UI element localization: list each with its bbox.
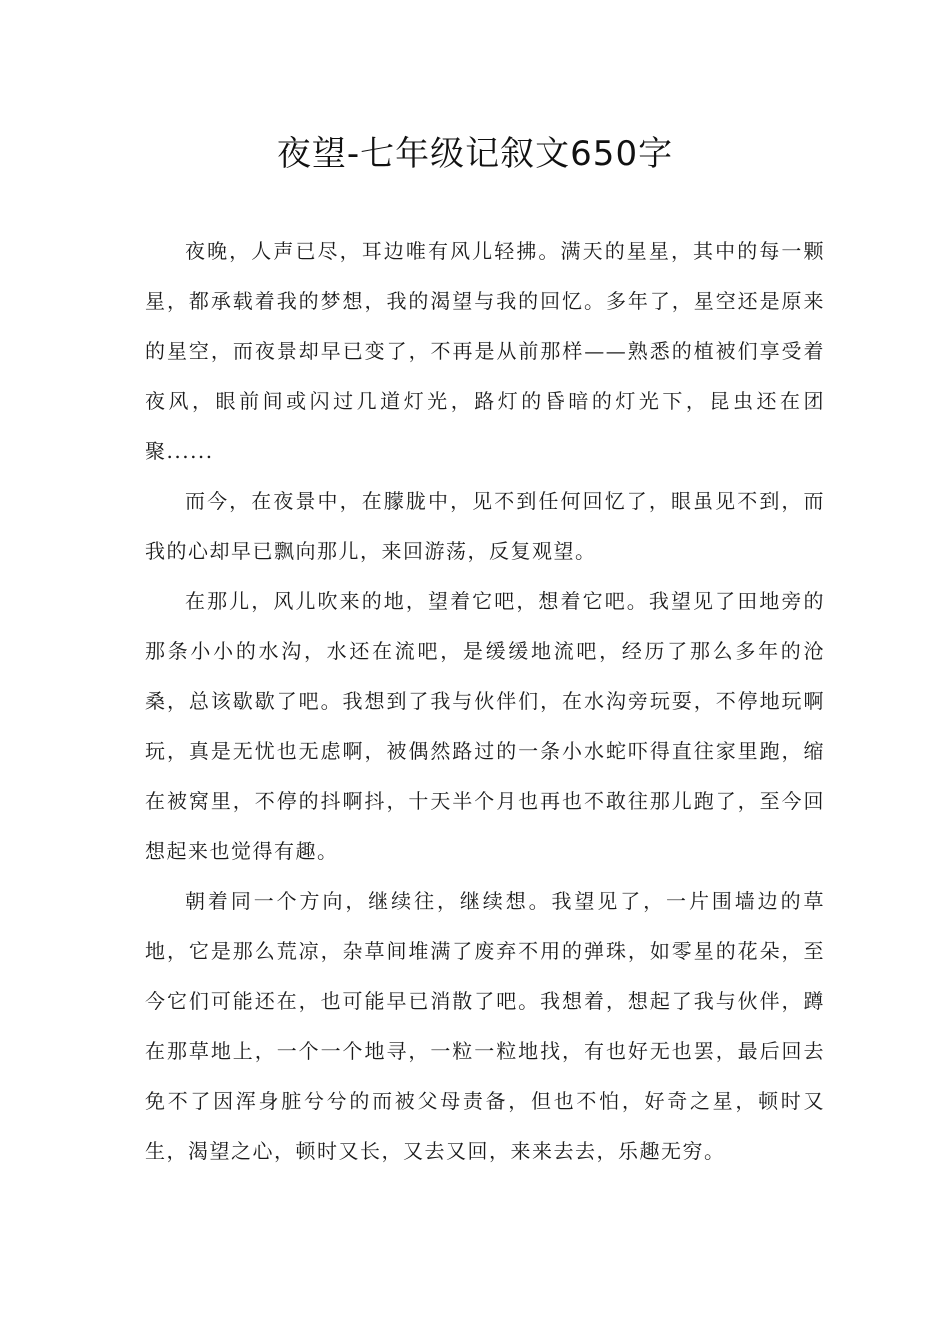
- paragraph-4: 朝着同一个方向，继续往，继续想。我望见了，一片围墙边的草地，它是那么荒凉，杂草间堆满了废弃不用的弹珠，如零星的花朵，至今它们可能还在，也可能早已消散了吧。我想着，想起了我与伙伴，蹲在那草地上，一个一个地寻，一粒一粒地找，有也好无也罢，最后回去免不了因浑身脏兮兮的而被父母责备，但也不怕，好奇之星，顿时又生，渴望之心，顿时又长，又去又回，来来去去，乐趣无穷。: [145, 889, 825, 1163]
- article-body: [145, 226, 825, 1176]
- paragraph-2: 而今，在夜景中，在朦胧中，见不到任何回忆了，眼虽见不到，而我的心却早已飘向那儿，来回游荡，反复观望。: [145, 489, 825, 563]
- paragraph-3: 在那儿，风儿吹来的地，望着它吧，想着它吧。我望见了田地旁的那条小小的水沟，水还在流吧，是缓缓地流吧，经历了那么多年的沧桑，总该歇歇了吧。我想到了我与伙伴们，在水沟旁玩耍，不停地玩啊玩，真是无忧也无虑啊，被偶然路过的一条小水蛇吓得直往家里跑，缩在被窝里，不停的抖啊抖，十天半个月也再也不敢往那儿跑了，至今回想起来也觉得有趣。: [145, 589, 825, 863]
- page-title: 夜望-七年级记叙文650字: [276, 134, 674, 174]
- paragraph-1: 夜晚，人声已尽，耳边唯有风儿轻拂。满天的星星，其中的每一颗星，都承载着我的梦想，我的渴望与我的回忆。多年了，星空还是原来的星空，而夜景却早已变了，不再是从前那样——熟悉的植被们享受着夜风，眼前间或闪过几道灯光，路灯的昏暗的灯光下，昆虫还在团聚......: [145, 239, 825, 463]
